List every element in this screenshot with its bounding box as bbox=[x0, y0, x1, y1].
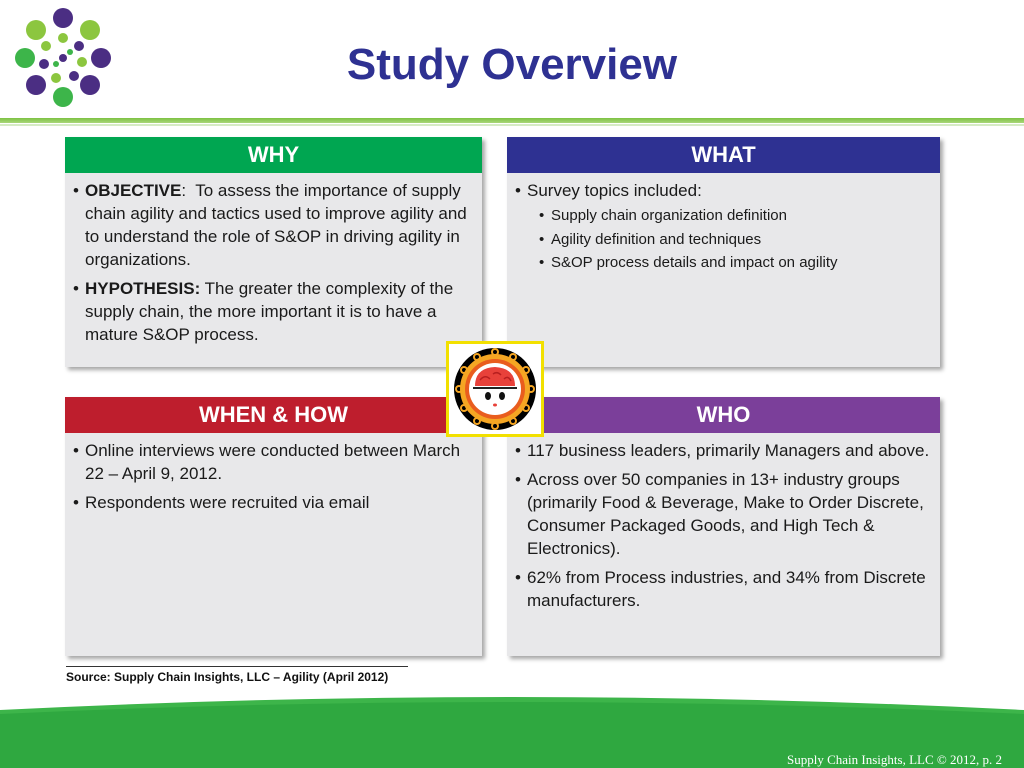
survey-topics-text: Survey topics included: bbox=[527, 181, 702, 200]
brain-chain-icon bbox=[446, 341, 544, 437]
who-body bbox=[507, 439, 940, 618]
subitem-sop: • S&OP process details and impact on agility bbox=[539, 251, 932, 275]
who-heading: WHO bbox=[507, 397, 940, 433]
objective-item bbox=[73, 179, 474, 271]
why-panel bbox=[65, 137, 482, 367]
when-how-heading: WHEN & HOW bbox=[65, 397, 482, 433]
leaders-item: • 117 business leaders, primarily Managers and above. bbox=[515, 439, 932, 462]
header-divider-shadow bbox=[0, 124, 1024, 126]
why-body bbox=[65, 179, 482, 352]
what-panel bbox=[507, 137, 940, 367]
subitem-agility: • Agility definition and techniques bbox=[539, 228, 932, 252]
header-divider bbox=[0, 118, 1024, 123]
objective-label: OBJECTIVE bbox=[85, 181, 182, 200]
industries-item: • 62% from Process industries, and 34% from Discrete manufacturers. bbox=[515, 566, 932, 612]
survey-topics-item bbox=[515, 179, 932, 275]
hypothesis-item bbox=[73, 277, 474, 346]
what-body bbox=[507, 179, 940, 281]
what-heading: WHAT bbox=[507, 137, 940, 173]
when-how-panel bbox=[65, 397, 482, 656]
footer-copyright: Supply Chain Insights, LLC © 2012, p. 2 bbox=[787, 752, 1002, 767]
why-heading: WHY bbox=[65, 137, 482, 173]
companies-item: • Across over 50 companies in 13+ industry groups (primarily Food & Beverage, Make to Order Discrete, Consumer Packaged Goods, and High Tech & Electronics). bbox=[515, 468, 932, 560]
subitem-organization: • Supply chain organization definition bbox=[539, 204, 932, 228]
page-title: Study Overview bbox=[346, 40, 678, 89]
hypothesis-text: The greater the complexity of the supply chain, the more important it is to have a mature S&OP process. bbox=[85, 279, 454, 344]
source-citation: Source: Supply Chain Insights, LLC – Agility (April 2012) bbox=[66, 670, 389, 684]
interviews-item: • Online interviews were conducted between March 22 – April 9, 2012. bbox=[73, 439, 474, 485]
when-how-body bbox=[65, 439, 482, 520]
who-panel bbox=[507, 397, 940, 656]
recruited-item: • Respondents were recruited via email bbox=[73, 491, 474, 514]
source-divider bbox=[66, 666, 408, 667]
objective-separator: : bbox=[181, 181, 196, 200]
objective-text: To assess the importance of supply chain agility and tactics used to improve agility and to understand the role of S&OP in driving agility in organizations. bbox=[85, 181, 467, 269]
hypothesis-label: HYPOTHESIS: bbox=[85, 279, 201, 298]
